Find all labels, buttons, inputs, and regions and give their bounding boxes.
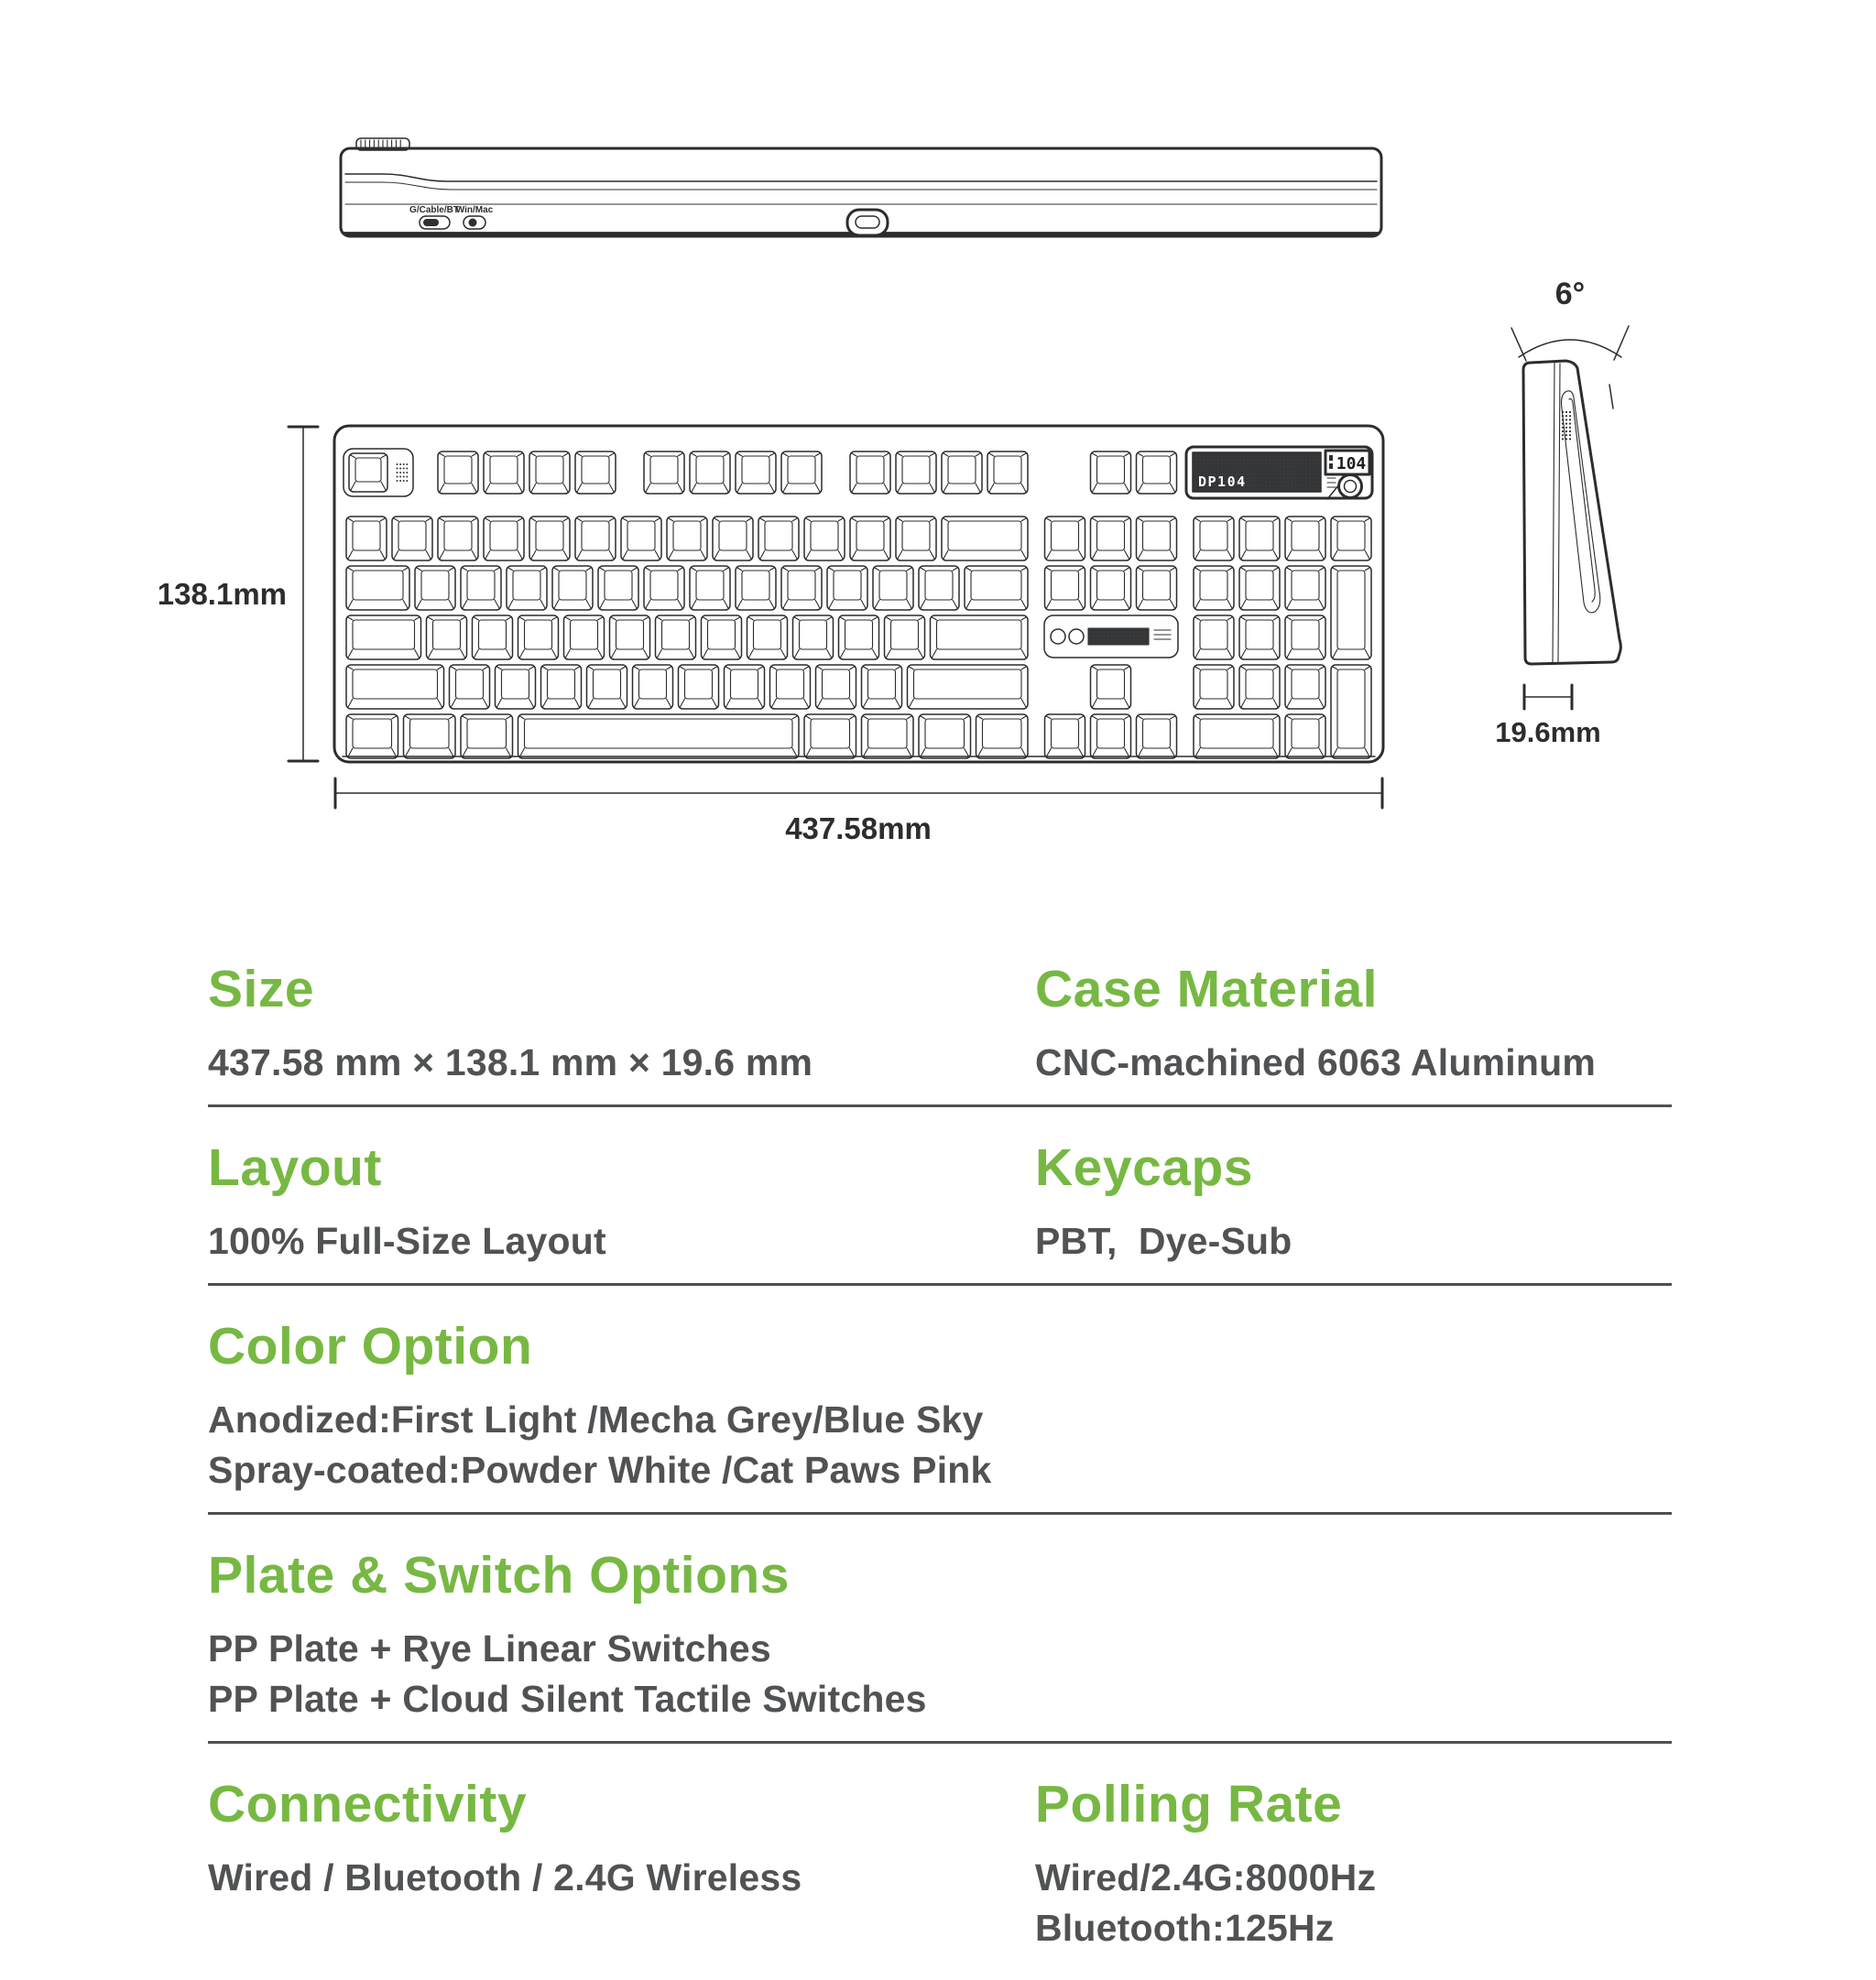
technical-drawings bbox=[0, 0, 1876, 916]
keycap bbox=[931, 615, 1029, 659]
keycap bbox=[770, 665, 811, 709]
keycap bbox=[1045, 517, 1085, 560]
keycap bbox=[496, 665, 536, 709]
keycap bbox=[850, 451, 890, 494]
keycap bbox=[438, 517, 478, 560]
keycap bbox=[679, 665, 719, 709]
keycap bbox=[1194, 517, 1234, 560]
keycap bbox=[473, 615, 513, 659]
spec-section bbox=[1035, 960, 1672, 1088]
spec-section bbox=[1035, 1138, 1672, 1267]
keycap bbox=[747, 615, 788, 659]
keycap bbox=[702, 615, 742, 659]
width-dimension-label: 437.58mm bbox=[785, 811, 932, 845]
keycap bbox=[633, 665, 673, 709]
keycap bbox=[404, 714, 456, 758]
keycap bbox=[690, 566, 730, 610]
spec-row bbox=[208, 1741, 1672, 1970]
os-switch-label: Win/Mac bbox=[455, 205, 494, 215]
keycap bbox=[1045, 714, 1085, 758]
keycap bbox=[1137, 451, 1177, 494]
keycap bbox=[1091, 714, 1131, 758]
screen-module bbox=[1186, 447, 1372, 499]
keycap bbox=[781, 566, 822, 610]
keycap bbox=[507, 566, 547, 610]
keycap bbox=[827, 566, 867, 610]
keycap bbox=[484, 451, 524, 494]
keycap bbox=[1194, 714, 1280, 758]
spec-value: Anodized:First Light /Mecha Grey/Blue Sky bbox=[208, 1398, 984, 1441]
keycap bbox=[415, 566, 455, 610]
spec-row bbox=[208, 952, 1672, 1104]
spec-value: Wired/2.4G:8000Hz Bluetooth:125Hz bbox=[1035, 1856, 1398, 1949]
esc-module bbox=[344, 449, 413, 496]
keycap bbox=[804, 714, 856, 758]
spec-heading: Size bbox=[208, 960, 315, 1018]
keycap bbox=[713, 517, 753, 560]
keycap bbox=[1239, 566, 1280, 610]
spec-heading: Polling Rate bbox=[1035, 1775, 1343, 1833]
keycap bbox=[518, 714, 800, 758]
keycap bbox=[1194, 566, 1234, 610]
keycap bbox=[1137, 517, 1177, 560]
spec-value: PBT, Dye-Sub bbox=[1035, 1220, 1292, 1262]
spec-section bbox=[208, 1317, 1672, 1496]
keycap bbox=[919, 566, 959, 610]
keycap bbox=[690, 451, 730, 494]
keycap bbox=[392, 517, 432, 560]
keycap bbox=[965, 566, 1028, 610]
keycap bbox=[1091, 451, 1131, 494]
spec-value: PP Plate + Cloud Silent Tactile Switches bbox=[208, 1678, 927, 1720]
keycap bbox=[850, 517, 890, 560]
spec-heading: Keycaps bbox=[1035, 1138, 1253, 1197]
keycap bbox=[758, 517, 799, 560]
keycap bbox=[1045, 566, 1085, 610]
keycap bbox=[1285, 714, 1325, 758]
keycap bbox=[1285, 615, 1325, 659]
keycap bbox=[1285, 665, 1325, 709]
keycap bbox=[1331, 566, 1371, 659]
spec-row bbox=[208, 1512, 1672, 1741]
keycap bbox=[896, 517, 936, 560]
spec-heading: Color Option bbox=[208, 1317, 533, 1376]
keycap bbox=[736, 566, 776, 610]
keycap bbox=[438, 451, 478, 494]
keycap bbox=[781, 451, 822, 494]
screen-model-text: DP104 bbox=[1198, 473, 1247, 490]
spec-value: Spray-coated:Powder White /Cat Paws Pink bbox=[208, 1449, 992, 1491]
usb-c-port bbox=[847, 210, 888, 235]
keycap bbox=[1194, 665, 1234, 709]
keycap bbox=[1137, 714, 1177, 758]
keycap bbox=[1331, 517, 1371, 560]
spec-value: PP Plate + Rye Linear Switches bbox=[208, 1627, 771, 1670]
keycap bbox=[552, 566, 593, 610]
keycap bbox=[896, 451, 936, 494]
keycap bbox=[839, 615, 879, 659]
keycap bbox=[908, 665, 1029, 709]
keycap bbox=[725, 665, 765, 709]
spec-value: 437.58 mm × 138.1 mm × 19.6 mm bbox=[208, 1041, 813, 1083]
keycap bbox=[862, 665, 902, 709]
keycap bbox=[736, 451, 776, 494]
keycap bbox=[598, 566, 638, 610]
keycap bbox=[1137, 566, 1177, 610]
keycap bbox=[667, 517, 707, 560]
keycap bbox=[346, 615, 421, 659]
keycap bbox=[461, 566, 501, 610]
keycap bbox=[987, 451, 1028, 494]
typing-angle-label: 6° bbox=[1554, 277, 1586, 311]
spec-heading: Case Material bbox=[1035, 960, 1379, 1018]
spec-heading: Layout bbox=[208, 1138, 382, 1197]
keycap bbox=[644, 566, 684, 610]
keycap bbox=[450, 665, 490, 709]
spec-heading: Connectivity bbox=[208, 1775, 528, 1833]
keycap bbox=[349, 453, 387, 492]
keycap bbox=[1091, 517, 1131, 560]
spec-section bbox=[1035, 1775, 1672, 1953]
keycap bbox=[862, 714, 914, 758]
height-dimension-label: 138.1mm bbox=[157, 577, 287, 611]
keycap bbox=[346, 566, 409, 610]
keycap bbox=[644, 451, 684, 494]
keycap bbox=[942, 517, 1028, 560]
keycap bbox=[656, 615, 696, 659]
keycap bbox=[587, 665, 627, 709]
keycap bbox=[529, 451, 570, 494]
keycap bbox=[919, 714, 971, 758]
keycap bbox=[575, 451, 616, 494]
keycap bbox=[885, 615, 925, 659]
rear-view-drawing bbox=[341, 138, 1381, 236]
keycap bbox=[816, 665, 856, 709]
keycap bbox=[1194, 615, 1234, 659]
keycap bbox=[610, 615, 650, 659]
keycap bbox=[1239, 665, 1280, 709]
keycap bbox=[976, 714, 1029, 758]
spec-row bbox=[208, 1283, 1672, 1512]
spec-value: 100% Full-Size Layout bbox=[208, 1220, 606, 1262]
speaker-module bbox=[1044, 615, 1178, 658]
depth-dimension-label: 19.6mm bbox=[1495, 716, 1601, 748]
keycap bbox=[427, 615, 467, 659]
spec-section bbox=[208, 960, 1035, 1088]
keycap bbox=[804, 517, 845, 560]
spec-value: Wired / Bluetooth / 2.4G Wireless bbox=[208, 1856, 802, 1898]
keycap bbox=[564, 615, 605, 659]
keycap bbox=[1285, 566, 1325, 610]
spec-value: CNC-machined 6063 Aluminum bbox=[1035, 1041, 1596, 1083]
keycap bbox=[1239, 517, 1280, 560]
keycap bbox=[942, 451, 982, 494]
layer-counter-text: 104 bbox=[1336, 454, 1367, 473]
mode-switch-label: G/Cable/BT bbox=[409, 205, 459, 215]
spec-sheet bbox=[208, 952, 1672, 1970]
keycap bbox=[1091, 566, 1131, 610]
keycap bbox=[518, 615, 559, 659]
keycap bbox=[1239, 615, 1280, 659]
keycap bbox=[873, 566, 913, 610]
keycap bbox=[346, 665, 444, 709]
keycap bbox=[529, 517, 570, 560]
volume-knob bbox=[1339, 475, 1362, 498]
keycap bbox=[541, 665, 582, 709]
spec-section bbox=[208, 1775, 1035, 1953]
keycap bbox=[346, 714, 398, 758]
keycap bbox=[1091, 665, 1131, 709]
side-view-drawing bbox=[1495, 277, 1629, 748]
keycap bbox=[484, 517, 524, 560]
keycap bbox=[1331, 665, 1371, 758]
keycap bbox=[575, 517, 616, 560]
spec-section bbox=[208, 1138, 1035, 1267]
spec-section bbox=[208, 1546, 1672, 1724]
keycap bbox=[346, 517, 387, 560]
keycap bbox=[1285, 517, 1325, 560]
keycap bbox=[793, 615, 834, 659]
top-view-drawing bbox=[334, 426, 1383, 762]
keycap bbox=[621, 517, 661, 560]
spec-heading: Plate & Switch Options bbox=[208, 1546, 790, 1605]
spec-row bbox=[208, 1104, 1672, 1283]
keycap bbox=[461, 714, 513, 758]
